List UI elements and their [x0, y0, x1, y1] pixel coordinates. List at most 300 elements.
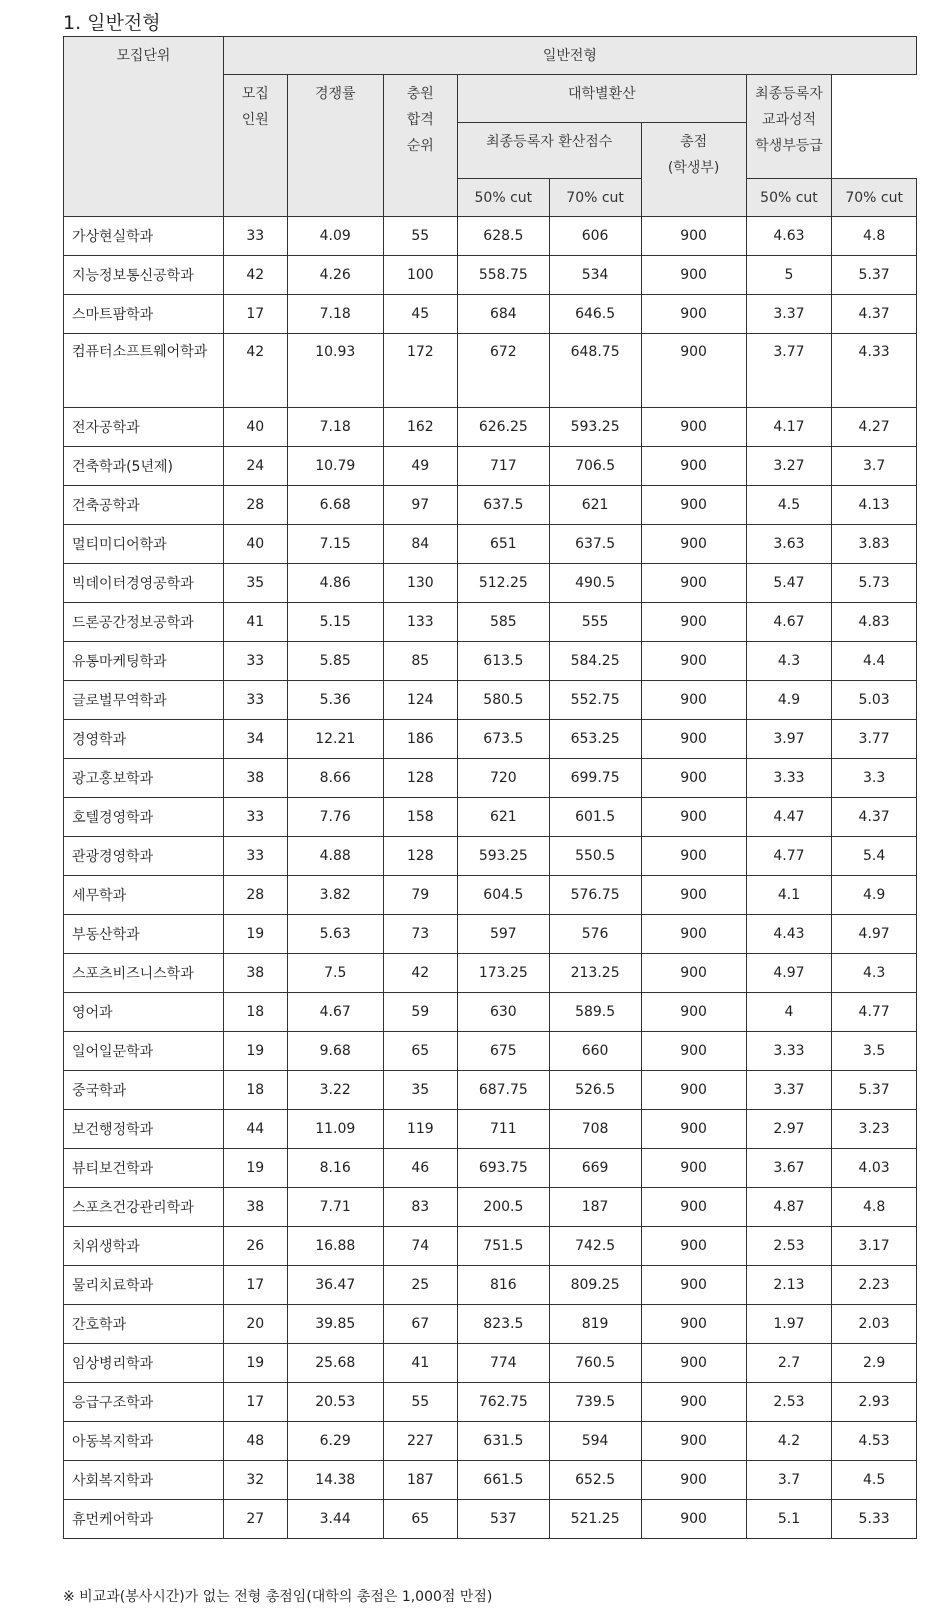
- table-row: [64, 681, 917, 720]
- rate-cell: 8.16: [287, 1149, 383, 1188]
- grade-cut50-cell: 2.7: [746, 1344, 832, 1383]
- grade-cut70-cell: 3.23: [832, 1110, 917, 1149]
- total-cell: 900: [641, 603, 746, 642]
- grade-cut70-cell: 2.23: [832, 1266, 917, 1305]
- total-cell: 900: [641, 1383, 746, 1422]
- quota-cell: 19: [223, 1149, 287, 1188]
- score-cut50-cell: 621: [457, 798, 549, 837]
- grade-cut50-cell: 3.63: [746, 525, 832, 564]
- score-cut50-cell: 717: [457, 447, 549, 486]
- score-cut50-cell: 630: [457, 993, 549, 1032]
- grade-cut50-cell: 3.33: [746, 1032, 832, 1071]
- table-row: [64, 295, 917, 334]
- grade-cut70-cell: 4.03: [832, 1149, 917, 1188]
- score-cut50-cell: 823.5: [457, 1305, 549, 1344]
- rank-cell: 158: [383, 798, 457, 837]
- dept-name: 휴먼케어학과: [64, 1500, 224, 1539]
- score-cut70-cell: 593.25: [549, 408, 641, 447]
- rate-cell: 6.68: [287, 486, 383, 525]
- table-row: [64, 915, 917, 954]
- rate-cell: 25.68: [287, 1344, 383, 1383]
- rank-cell: 35: [383, 1071, 457, 1110]
- grade-cut50-cell: 3.33: [746, 759, 832, 798]
- total-cell: 900: [641, 1500, 746, 1539]
- score-cut70-cell: 490.5: [549, 564, 641, 603]
- grade-cut70-cell: 4.33: [832, 334, 917, 408]
- score-cut50-cell: 580.5: [457, 681, 549, 720]
- total-cell: 900: [641, 1266, 746, 1305]
- quota-cell: 28: [223, 876, 287, 915]
- score-cut70-cell: 637.5: [549, 525, 641, 564]
- score-cut50-cell: 628.5: [457, 217, 549, 256]
- rate-cell: 3.82: [287, 876, 383, 915]
- header-general: 일반전형: [223, 37, 916, 75]
- score-cut50-cell: 774: [457, 1344, 549, 1383]
- dept-name: 경영학과: [64, 720, 224, 759]
- table-row: [64, 1383, 917, 1422]
- rate-cell: 4.88: [287, 837, 383, 876]
- quota-cell: 44: [223, 1110, 287, 1149]
- grade-cut70-cell: 4.3: [832, 954, 917, 993]
- score-cut70-cell: 699.75: [549, 759, 641, 798]
- grade-cut50-cell: 3.97: [746, 720, 832, 759]
- score-cut50-cell: 687.75: [457, 1071, 549, 1110]
- dept-name: 호텔경영학과: [64, 798, 224, 837]
- grade-cut70-cell: 4.83: [832, 603, 917, 642]
- score-cut70-cell: 809.25: [549, 1266, 641, 1305]
- quota-cell: 26: [223, 1227, 287, 1266]
- score-cut50-cell: 585: [457, 603, 549, 642]
- table-row: [64, 603, 917, 642]
- rank-cell: 65: [383, 1500, 457, 1539]
- dept-name: 영어과: [64, 993, 224, 1032]
- section-title: 1. 일반전형: [63, 12, 161, 34]
- rate-cell: 5.85: [287, 642, 383, 681]
- header-grade-cut70: 70% cut: [832, 179, 917, 217]
- grade-cut50-cell: 4.3: [746, 642, 832, 681]
- score-cut70-cell: 213.25: [549, 954, 641, 993]
- rate-cell: 7.5: [287, 954, 383, 993]
- dept-name: 중국학과: [64, 1071, 224, 1110]
- grade-cut50-cell: 3.37: [746, 295, 832, 334]
- header-rate: 경쟁률: [287, 75, 383, 217]
- grade-cut70-cell: 4.37: [832, 295, 917, 334]
- quota-cell: 41: [223, 603, 287, 642]
- dept-name: 스포츠건강관리학과: [64, 1188, 224, 1227]
- total-cell: 900: [641, 837, 746, 876]
- grade-cut70-cell: 5.4: [832, 837, 917, 876]
- grade-cut50-cell: 4.63: [746, 217, 832, 256]
- dept-name: 글로벌무역학과: [64, 681, 224, 720]
- total-cell: 900: [641, 720, 746, 759]
- rank-cell: 162: [383, 408, 457, 447]
- rate-cell: 7.15: [287, 525, 383, 564]
- quota-cell: 42: [223, 334, 287, 408]
- dept-name: 관광경영학과: [64, 837, 224, 876]
- score-cut70-cell: 601.5: [549, 798, 641, 837]
- score-cut70-cell: 621: [549, 486, 641, 525]
- dept-name: 사회복지학과: [64, 1461, 224, 1500]
- dept-name: 지능정보통신공학과: [64, 256, 224, 295]
- grade-cut50-cell: 4.17: [746, 408, 832, 447]
- quota-cell: 42: [223, 256, 287, 295]
- rank-cell: 25: [383, 1266, 457, 1305]
- rate-cell: 7.76: [287, 798, 383, 837]
- total-cell: 900: [641, 954, 746, 993]
- quota-cell: 33: [223, 837, 287, 876]
- table-row: [64, 1032, 917, 1071]
- total-cell: 900: [641, 1422, 746, 1461]
- dept-name: 스마트팜학과: [64, 295, 224, 334]
- table-row: [64, 1110, 917, 1149]
- rank-cell: 100: [383, 256, 457, 295]
- quota-cell: 18: [223, 1071, 287, 1110]
- table-row: [64, 256, 917, 295]
- grade-cut70-cell: 2.9: [832, 1344, 917, 1383]
- rank-cell: 46: [383, 1149, 457, 1188]
- rate-cell: 10.79: [287, 447, 383, 486]
- rate-cell: 20.53: [287, 1383, 383, 1422]
- score-cut70-cell: 594: [549, 1422, 641, 1461]
- quota-cell: 19: [223, 1032, 287, 1071]
- table-row: [64, 1500, 917, 1539]
- dept-name: 광고홍보학과: [64, 759, 224, 798]
- rank-cell: 79: [383, 876, 457, 915]
- total-cell: 900: [641, 1227, 746, 1266]
- score-cut70-cell: 589.5: [549, 993, 641, 1032]
- total-cell: 900: [641, 217, 746, 256]
- rank-cell: 59: [383, 993, 457, 1032]
- grade-cut70-cell: 4.37: [832, 798, 917, 837]
- score-cut70-cell: 576.75: [549, 876, 641, 915]
- rank-cell: 128: [383, 837, 457, 876]
- score-cut70-cell: 550.5: [549, 837, 641, 876]
- grade-cut70-cell: 5.73: [832, 564, 917, 603]
- rank-cell: 65: [383, 1032, 457, 1071]
- table-row: [64, 525, 917, 564]
- rate-cell: 11.09: [287, 1110, 383, 1149]
- dept-name: 멀티미디어학과: [64, 525, 224, 564]
- table-row: [64, 1344, 917, 1383]
- grade-cut50-cell: 3.37: [746, 1071, 832, 1110]
- rate-cell: 7.18: [287, 295, 383, 334]
- quota-cell: 20: [223, 1305, 287, 1344]
- dept-name: 간호학과: [64, 1305, 224, 1344]
- dept-name: 빅데이터경영공학과: [64, 564, 224, 603]
- dept-name: 유통마케팅학과: [64, 642, 224, 681]
- rate-cell: 4.86: [287, 564, 383, 603]
- rank-cell: 124: [383, 681, 457, 720]
- dept-name: 건축공학과: [64, 486, 224, 525]
- score-cut70-cell: 576: [549, 915, 641, 954]
- rank-cell: 187: [383, 1461, 457, 1500]
- rate-cell: 36.47: [287, 1266, 383, 1305]
- header-univ-conversion: 대학별환산: [457, 75, 746, 123]
- rate-cell: 5.63: [287, 915, 383, 954]
- grade-cut70-cell: 4.5: [832, 1461, 917, 1500]
- grade-cut70-cell: 5.37: [832, 256, 917, 295]
- score-cut50-cell: 200.5: [457, 1188, 549, 1227]
- score-cut50-cell: 751.5: [457, 1227, 549, 1266]
- grade-cut50-cell: 3.7: [746, 1461, 832, 1500]
- rank-cell: 85: [383, 642, 457, 681]
- score-cut50-cell: 684: [457, 295, 549, 334]
- table-row: [64, 447, 917, 486]
- header-final-score: 최종등록자 환산점수: [457, 123, 641, 179]
- score-cut50-cell: 613.5: [457, 642, 549, 681]
- score-cut70-cell: 708: [549, 1110, 641, 1149]
- score-cut50-cell: 672: [457, 334, 549, 408]
- score-cut50-cell: 512.25: [457, 564, 549, 603]
- grade-cut70-cell: 3.83: [832, 525, 917, 564]
- score-cut70-cell: 648.75: [549, 334, 641, 408]
- grade-cut70-cell: 4.97: [832, 915, 917, 954]
- score-cut70-cell: 653.25: [549, 720, 641, 759]
- quota-cell: 17: [223, 1266, 287, 1305]
- grade-cut50-cell: 1.97: [746, 1305, 832, 1344]
- rank-cell: 97: [383, 486, 457, 525]
- total-cell: 900: [641, 564, 746, 603]
- quota-cell: 48: [223, 1422, 287, 1461]
- dept-name: 뷰티보건학과: [64, 1149, 224, 1188]
- dept-name: 세무학과: [64, 876, 224, 915]
- rank-cell: 133: [383, 603, 457, 642]
- quota-cell: 19: [223, 1344, 287, 1383]
- rate-cell: 4.09: [287, 217, 383, 256]
- grade-cut50-cell: 4.87: [746, 1188, 832, 1227]
- dept-name: 아동복지학과: [64, 1422, 224, 1461]
- rank-cell: 55: [383, 1383, 457, 1422]
- total-cell: 900: [641, 408, 746, 447]
- header-score-cut70: 70% cut: [549, 179, 641, 217]
- footnote: ※ 비교과(봉사시간)가 없는 전형 총점임(대학의 총점은 1,000점 만점): [63, 1589, 493, 1605]
- quota-cell: 38: [223, 954, 287, 993]
- grade-cut50-cell: 4.77: [746, 837, 832, 876]
- header-total: 총점 (학생부): [641, 123, 746, 217]
- table-row: [64, 408, 917, 447]
- grade-cut70-cell: 4.53: [832, 1422, 917, 1461]
- rank-cell: 49: [383, 447, 457, 486]
- table-row: [64, 486, 917, 525]
- grade-cut50-cell: 3.67: [746, 1149, 832, 1188]
- grade-cut50-cell: 4.67: [746, 603, 832, 642]
- score-cut70-cell: 706.5: [549, 447, 641, 486]
- table-row: [64, 798, 917, 837]
- dept-name: 일어일문학과: [64, 1032, 224, 1071]
- table-row: [64, 759, 917, 798]
- table-row: [64, 837, 917, 876]
- grade-cut50-cell: 2.13: [746, 1266, 832, 1305]
- total-cell: 900: [641, 876, 746, 915]
- grade-cut70-cell: 4.13: [832, 486, 917, 525]
- dept-name: 스포츠비즈니스학과: [64, 954, 224, 993]
- total-cell: 900: [641, 993, 746, 1032]
- rate-cell: 10.93: [287, 334, 383, 408]
- total-cell: 900: [641, 1344, 746, 1383]
- rank-cell: 41: [383, 1344, 457, 1383]
- total-cell: 900: [641, 256, 746, 295]
- quota-cell: 33: [223, 681, 287, 720]
- score-cut50-cell: 651: [457, 525, 549, 564]
- score-cut50-cell: 661.5: [457, 1461, 549, 1500]
- dept-name: 건축학과(5년제): [64, 447, 224, 486]
- score-cut50-cell: 597: [457, 915, 549, 954]
- rate-cell: 3.22: [287, 1071, 383, 1110]
- dept-name: 가상현실학과: [64, 217, 224, 256]
- rank-cell: 84: [383, 525, 457, 564]
- total-cell: 900: [641, 334, 746, 408]
- table-row: [64, 1422, 917, 1461]
- total-cell: 900: [641, 1149, 746, 1188]
- rank-cell: 73: [383, 915, 457, 954]
- rate-cell: 16.88: [287, 1227, 383, 1266]
- rate-cell: 9.68: [287, 1032, 383, 1071]
- score-cut70-cell: 521.25: [549, 1500, 641, 1539]
- quota-cell: 40: [223, 525, 287, 564]
- rate-cell: 5.15: [287, 603, 383, 642]
- grade-cut70-cell: 5.37: [832, 1071, 917, 1110]
- grade-cut50-cell: 5.1: [746, 1500, 832, 1539]
- header-score-cut50: 50% cut: [457, 179, 549, 217]
- quota-cell: 18: [223, 993, 287, 1032]
- score-cut70-cell: 187: [549, 1188, 641, 1227]
- rate-cell: 7.18: [287, 408, 383, 447]
- grade-cut70-cell: 3.77: [832, 720, 917, 759]
- grade-cut50-cell: 5: [746, 256, 832, 295]
- rate-cell: 3.44: [287, 1500, 383, 1539]
- rank-cell: 42: [383, 954, 457, 993]
- score-cut50-cell: 558.75: [457, 256, 549, 295]
- grade-cut70-cell: 4.77: [832, 993, 917, 1032]
- total-cell: 900: [641, 642, 746, 681]
- score-cut70-cell: 660: [549, 1032, 641, 1071]
- score-cut70-cell: 652.5: [549, 1461, 641, 1500]
- rank-cell: 83: [383, 1188, 457, 1227]
- grade-cut50-cell: 2.53: [746, 1227, 832, 1266]
- table-row: [64, 1149, 917, 1188]
- table-row: [64, 1227, 917, 1266]
- table-row: [64, 1188, 917, 1227]
- score-cut50-cell: 673.5: [457, 720, 549, 759]
- score-cut50-cell: 173.25: [457, 954, 549, 993]
- table-row: [64, 876, 917, 915]
- grade-cut50-cell: 4: [746, 993, 832, 1032]
- grade-cut50-cell: 5.47: [746, 564, 832, 603]
- total-cell: 900: [641, 915, 746, 954]
- grade-cut50-cell: 2.97: [746, 1110, 832, 1149]
- table-row: [64, 720, 917, 759]
- dept-name: 치위생학과: [64, 1227, 224, 1266]
- dept-name: 임상병리학과: [64, 1344, 224, 1383]
- rate-cell: 12.21: [287, 720, 383, 759]
- grade-cut50-cell: 4.1: [746, 876, 832, 915]
- grade-cut50-cell: 4.97: [746, 954, 832, 993]
- score-cut70-cell: 742.5: [549, 1227, 641, 1266]
- total-cell: 900: [641, 525, 746, 564]
- quota-cell: 38: [223, 1188, 287, 1227]
- grade-cut70-cell: 3.3: [832, 759, 917, 798]
- score-cut70-cell: 760.5: [549, 1344, 641, 1383]
- total-cell: 900: [641, 759, 746, 798]
- table-row: [64, 1461, 917, 1500]
- table-row: [64, 1266, 917, 1305]
- score-cut70-cell: 819: [549, 1305, 641, 1344]
- table-body: [64, 217, 917, 1539]
- grade-cut70-cell: 5.33: [832, 1500, 917, 1539]
- rate-cell: 39.85: [287, 1305, 383, 1344]
- rate-cell: 14.38: [287, 1461, 383, 1500]
- quota-cell: 17: [223, 295, 287, 334]
- rank-cell: 45: [383, 295, 457, 334]
- table-row: [64, 642, 917, 681]
- total-cell: 900: [641, 1032, 746, 1071]
- total-cell: 900: [641, 1071, 746, 1110]
- rate-cell: 5.36: [287, 681, 383, 720]
- quota-cell: 34: [223, 720, 287, 759]
- quota-cell: 40: [223, 408, 287, 447]
- score-cut70-cell: 526.5: [549, 1071, 641, 1110]
- score-cut50-cell: 604.5: [457, 876, 549, 915]
- grade-cut50-cell: 3.77: [746, 334, 832, 408]
- grade-cut70-cell: 4.8: [832, 1188, 917, 1227]
- grade-cut70-cell: 4.27: [832, 408, 917, 447]
- total-cell: 900: [641, 798, 746, 837]
- rate-cell: 4.67: [287, 993, 383, 1032]
- rank-cell: 67: [383, 1305, 457, 1344]
- total-cell: 900: [641, 447, 746, 486]
- score-cut70-cell: 584.25: [549, 642, 641, 681]
- total-cell: 900: [641, 681, 746, 720]
- score-cut70-cell: 552.75: [549, 681, 641, 720]
- grade-cut50-cell: 4.2: [746, 1422, 832, 1461]
- grade-cut70-cell: 2.93: [832, 1383, 917, 1422]
- grade-cut50-cell: 3.27: [746, 447, 832, 486]
- table-row: [64, 564, 917, 603]
- dept-name: 보건행정학과: [64, 1110, 224, 1149]
- total-cell: 900: [641, 1305, 746, 1344]
- rank-cell: 130: [383, 564, 457, 603]
- total-cell: 900: [641, 1188, 746, 1227]
- score-cut70-cell: 646.5: [549, 295, 641, 334]
- table-row: [64, 217, 917, 256]
- table-row: [64, 993, 917, 1032]
- quota-cell: 17: [223, 1383, 287, 1422]
- score-cut50-cell: 626.25: [457, 408, 549, 447]
- quota-cell: 32: [223, 1461, 287, 1500]
- rank-cell: 128: [383, 759, 457, 798]
- score-cut50-cell: 711: [457, 1110, 549, 1149]
- header-unit: 모집단위: [64, 37, 224, 217]
- grade-cut70-cell: 3.5: [832, 1032, 917, 1071]
- quota-cell: 28: [223, 486, 287, 525]
- grade-cut50-cell: 4.47: [746, 798, 832, 837]
- table-row: [64, 1305, 917, 1344]
- rate-cell: 8.66: [287, 759, 383, 798]
- score-cut70-cell: 606: [549, 217, 641, 256]
- dept-name: 응급구조학과: [64, 1383, 224, 1422]
- rank-cell: 186: [383, 720, 457, 759]
- score-cut50-cell: 762.75: [457, 1383, 549, 1422]
- score-cut50-cell: 631.5: [457, 1422, 549, 1461]
- header-quota: 모집 인원: [223, 75, 287, 217]
- quota-cell: 38: [223, 759, 287, 798]
- grade-cut70-cell: 4.8: [832, 217, 917, 256]
- total-cell: 900: [641, 295, 746, 334]
- header-rank: 충원 합격 순위: [383, 75, 457, 217]
- grade-cut70-cell: 4.4: [832, 642, 917, 681]
- grade-cut70-cell: 3.7: [832, 447, 917, 486]
- total-cell: 900: [641, 1110, 746, 1149]
